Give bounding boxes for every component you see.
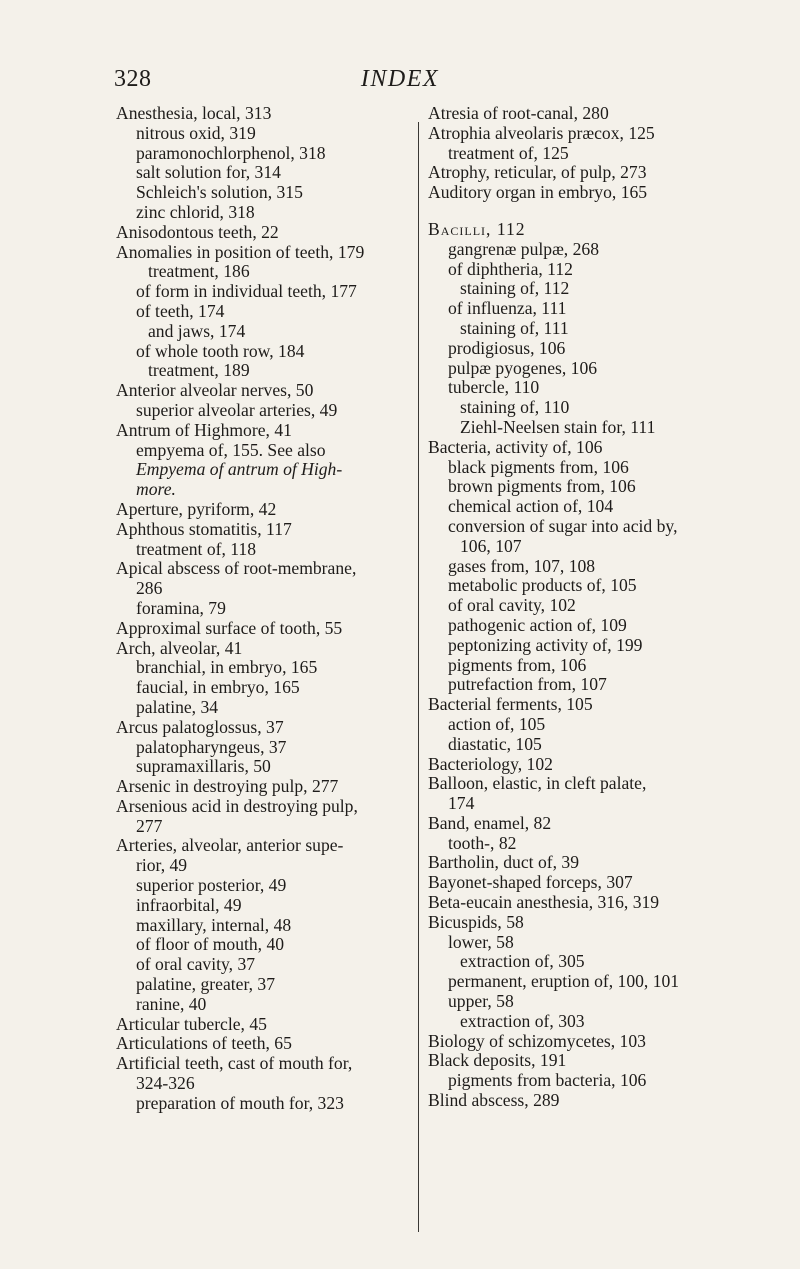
index-subentry: peptonizing activity of, 199 (448, 634, 643, 655)
index-entry: Articular tubercle, 45 (116, 1013, 267, 1034)
index-subentry: superior posterior, 49 (136, 875, 287, 896)
index-subentry: lower, 58 (448, 931, 514, 952)
index-entry: Atrophy, reticular, of pulp, 273 (428, 162, 647, 183)
index-subentry: permanent, eruption of, 100, 101 (448, 971, 680, 992)
index-entry: Articulations of teeth, 65 (116, 1033, 292, 1054)
index-subentry: palatine, 34 (136, 696, 219, 717)
index-subentry: infraorbital, 49 (136, 894, 242, 915)
index-subentry: staining of, 112 (460, 278, 570, 299)
index-subentry: empyema of, 155. See also (136, 439, 326, 460)
index-subentry: staining of, 111 (460, 317, 569, 338)
index-entry: Approximal surface of tooth, 55 (116, 617, 343, 638)
index-entry: Balloon, elastic, in cleft palate, (428, 773, 647, 794)
index-subentry: conversion of sugar into acid by, (448, 515, 678, 536)
index-subentry: palatine, greater, 37 (136, 974, 275, 995)
index-subentry: Ziehl-Neelsen stain for, 111 (460, 416, 656, 437)
index-subentry: extraction of, 305 (460, 951, 585, 972)
index-entry: Aperture, pyriform, 42 (116, 498, 277, 519)
index-column-left (116, 104, 416, 1114)
index-entry: Bayonet-shaped forceps, 307 (428, 872, 633, 893)
index-entry: Band, enamel, 82 (428, 812, 552, 833)
index-subentry: treatment, 186 (148, 261, 250, 282)
index-entry: Bicuspids, 58 (428, 911, 524, 932)
index-subentry: of teeth, 174 (136, 300, 225, 321)
index-entry: Aphthous stomatitis, 117 (116, 518, 292, 539)
index-subentry: rior, 49 (136, 855, 188, 876)
index-subentry: treatment, 189 (148, 360, 250, 381)
index-subentry: gangrenæ pulpæ, 268 (448, 238, 599, 259)
section-gap (428, 203, 752, 220)
index-subentry: palatopharyngeus, 37 (136, 736, 287, 757)
index-entry: Auditory organ in embryo, 165 (428, 182, 648, 203)
index-subentry: of oral cavity, 102 (448, 595, 576, 616)
index-subentry: of influenza, 111 (448, 298, 567, 319)
index-subentry: brown pigments from, 106 (448, 476, 636, 497)
index-entry: Bacterial ferments, 105 (428, 694, 593, 715)
running-head: INDEX (360, 66, 440, 92)
index-subentry: pigments from, 106 (448, 654, 587, 675)
index-subentry: pigments from bacteria, 106 (448, 1070, 647, 1091)
index-entry: Anesthesia, local, 313 (116, 103, 272, 123)
index-subentry: tubercle, 110 (448, 377, 540, 398)
index-entry: Arteries, alveolar, anterior supe- (116, 835, 344, 856)
index-subentry: and jaws, 174 (148, 320, 246, 341)
index-subentry: salt solution for, 314 (136, 162, 281, 183)
index-entry: Atrophia alveolaris præcox, 125 (428, 122, 655, 143)
index-subentry: preparation of mouth for, 323 (136, 1092, 344, 1113)
index-subentry: diastatic, 105 (448, 733, 542, 754)
index-subentry: of oral cavity, 37 (136, 954, 256, 975)
index-subentry: prodigiosus, 106 (448, 337, 566, 358)
index-subentry: of floor of mouth, 40 (136, 934, 285, 955)
index-entry: Arch, alveolar, 41 (116, 637, 243, 658)
index-subentry: 286 (136, 578, 163, 599)
index-subentry: extraction of, 303 (460, 1010, 585, 1031)
index-subentry: more. (136, 479, 176, 500)
index-subentry: action of, 105 (448, 713, 546, 734)
index-entry: Anomalies in position of teeth, 179 (116, 241, 365, 262)
index-subentry: 277 (136, 815, 163, 836)
index-entry: Anterior alveolar nerves, 50 (116, 380, 314, 401)
index-subentry: 174 (448, 793, 475, 814)
index-subentry: pathogenic action of, 109 (448, 614, 627, 635)
index-subentry: metabolic products of, 105 (448, 575, 637, 596)
page-header (0, 66, 800, 96)
index-subentry: of diphtheria, 112 (448, 258, 573, 279)
index-entry: Bacteria, activity of, 106 (428, 436, 603, 457)
index-subentry: faucial, in embryo, 165 (136, 677, 300, 698)
index-subentry: 106, 107 (460, 535, 522, 556)
index-entry: Black deposits, 191 (428, 1050, 567, 1071)
index-entry: Biology of schizomycetes, 103 (428, 1030, 646, 1051)
index-subentry: supramaxillaris, 50 (136, 756, 271, 777)
index-subentry: of form in individual teeth, 177 (136, 281, 357, 302)
index-entry: Artificial teeth, cast of mouth for, (116, 1053, 353, 1074)
index-entry: Atresia of root-canal, 280 (428, 103, 609, 123)
index-subentry: chemical action of, 104 (448, 496, 614, 517)
index-subentry: Schleich's solution, 315 (136, 182, 303, 203)
index-entry: Arsenic in destroying pulp, 277 (116, 776, 339, 797)
index-subentry: of whole tooth row, 184 (136, 340, 305, 361)
index-subentry: pulpæ pyogenes, 106 (448, 357, 598, 378)
index-subentry: treatment of, 118 (136, 538, 257, 559)
index-subentry: putrefaction from, 107 (448, 674, 607, 695)
index-subentry: ranine, 40 (136, 993, 207, 1014)
index-subentry: paramonochlorphenol, 318 (136, 142, 326, 163)
index-subentry: nitrous oxid, 319 (136, 122, 256, 143)
index-subentry: branchial, in embryo, 165 (136, 657, 318, 678)
index-subentry: staining of, 110 (460, 397, 570, 418)
index-entry: Arcus palatoglossus, 37 (116, 716, 284, 737)
index-entry: Arsenious acid in destroying pulp, (116, 795, 358, 816)
index-entry: Blind abscess, 289 (428, 1090, 560, 1111)
index-entry: Bacteriology, 102 (428, 753, 553, 774)
index-subentry: tooth-, 82 (448, 832, 517, 853)
index-entry: Anisodontous teeth, 22 (116, 221, 279, 242)
index-subentry: 324-326 (136, 1073, 195, 1094)
page-number: 328 (114, 66, 152, 92)
index-column-right (428, 104, 752, 1111)
index-entry: Bartholin, duct of, 39 (428, 852, 579, 873)
index-subentry: Empyema of antrum of High- (136, 459, 343, 480)
index-subentry: gases from, 107, 108 (448, 555, 596, 576)
index-subentry: superior alveolar arteries, 49 (136, 399, 338, 420)
index-subentry: upper, 58 (448, 991, 514, 1012)
index-entry: Antrum of Highmore, 41 (116, 419, 292, 440)
column-divider (418, 122, 419, 1232)
index-entry: Beta-eucain anesthesia, 316, 319 (428, 892, 660, 913)
index-entry: Apical abscess of root-membrane, (116, 558, 357, 579)
index-subentry: foramina, 79 (136, 597, 226, 618)
index-entry: Bacilli, 112 (428, 218, 526, 239)
index-subentry: black pigments from, 106 (448, 456, 629, 477)
index-subentry: zinc chlorid, 318 (136, 201, 255, 222)
index-subentry: treatment of, 125 (448, 142, 569, 163)
index-subentry: maxillary, internal, 48 (136, 914, 292, 935)
